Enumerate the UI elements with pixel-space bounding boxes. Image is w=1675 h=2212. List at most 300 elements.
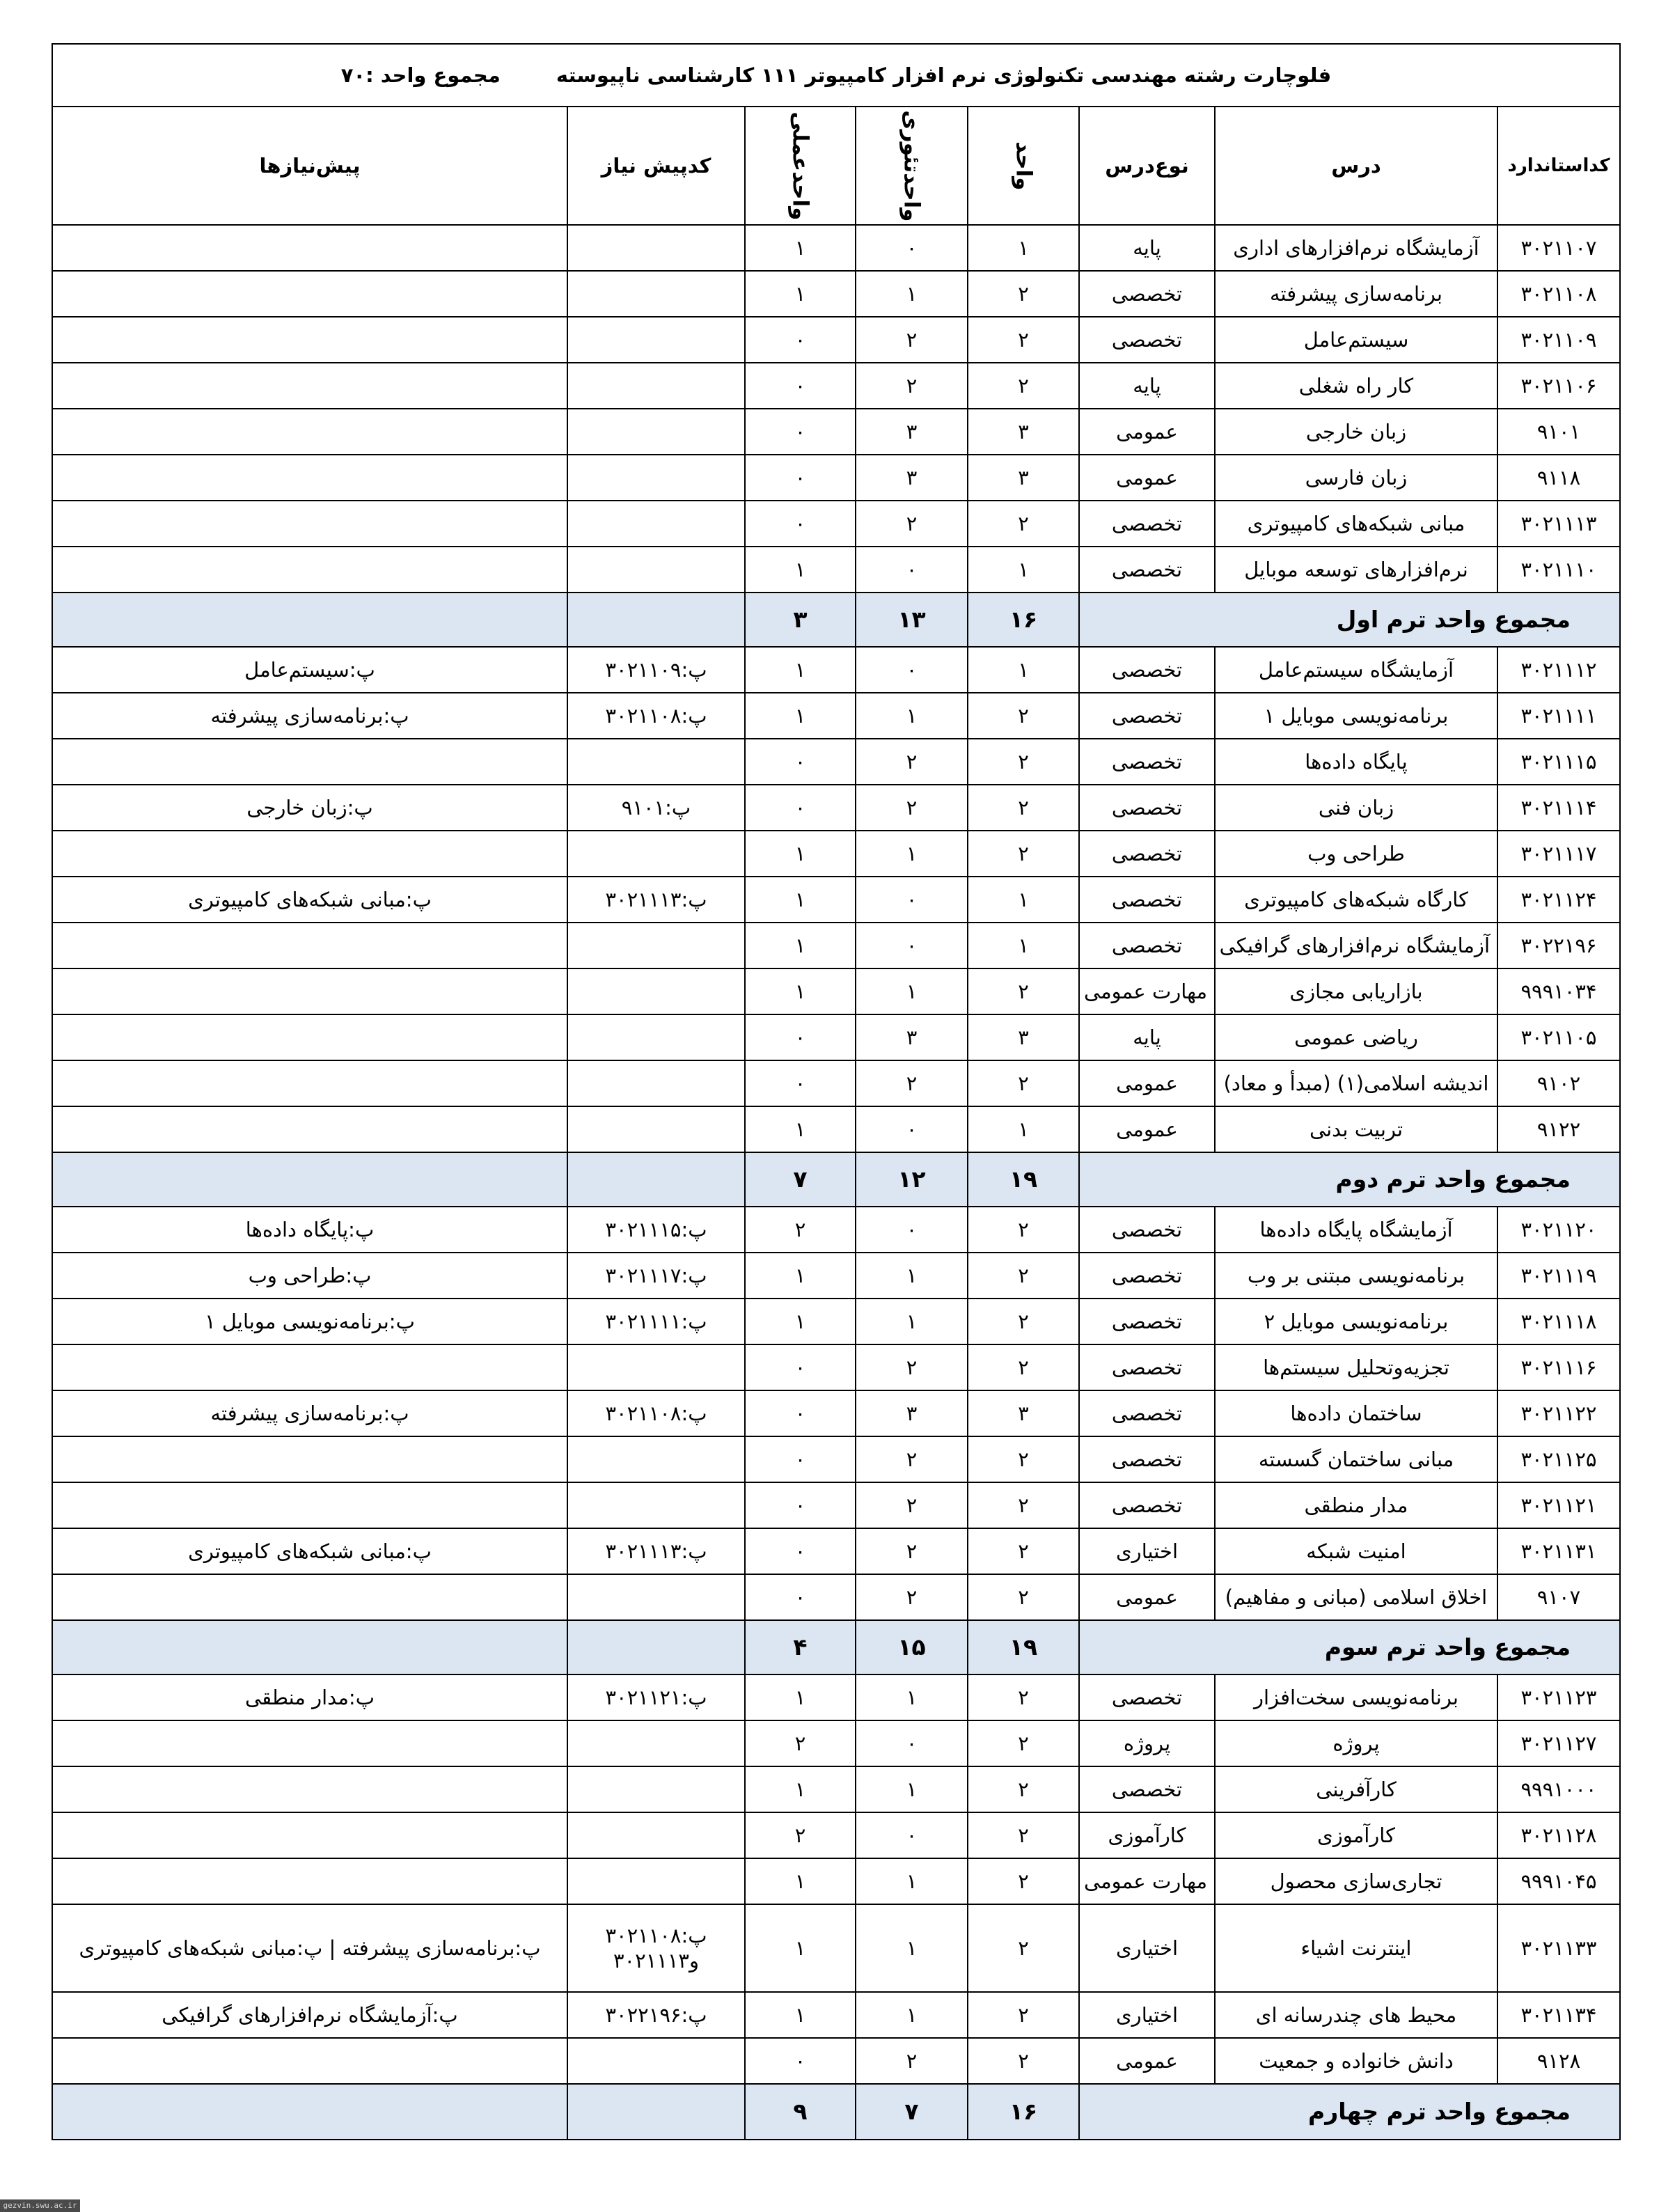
header-theory bbox=[856, 107, 968, 225]
course-row bbox=[52, 1528, 1620, 1574]
header-row bbox=[52, 107, 1620, 225]
prereq-cell: پ:زبان خارجی bbox=[52, 785, 567, 831]
code-cell: ۳۰۲۱۱۰۸ bbox=[1497, 271, 1620, 317]
header-prereq-code: کدپیش نیاز bbox=[567, 107, 745, 225]
prereq-code-cell: پ:۳۰۲۱۱۱۱ bbox=[567, 1299, 745, 1344]
course-row bbox=[52, 1014, 1620, 1060]
units-cell: ۲ bbox=[968, 1060, 1079, 1106]
theory-cell: ۱ bbox=[856, 968, 968, 1014]
term-summary-label: مجموع واحد ترم اول bbox=[1079, 593, 1620, 647]
code-cell: ۳۰۲۱۱۱۱ bbox=[1497, 693, 1620, 739]
prereq-code-cell: پ:۳۰۲۱۱۱۳ bbox=[567, 877, 745, 923]
prereq-cell bbox=[52, 363, 567, 409]
course-row bbox=[52, 739, 1620, 785]
practical-cell: ۱ bbox=[745, 1253, 856, 1299]
units-cell: ۲ bbox=[968, 1674, 1079, 1720]
code-cell: ۳۰۲۱۱۱۳ bbox=[1497, 501, 1620, 547]
units-cell: ۲ bbox=[968, 1207, 1079, 1253]
prereq-cell bbox=[52, 1014, 567, 1060]
theory-cell: ۱ bbox=[856, 271, 968, 317]
prereq-cell bbox=[52, 1720, 567, 1766]
course-name-cell: تربیت بدنی bbox=[1215, 1106, 1497, 1152]
course-row bbox=[52, 693, 1620, 739]
course-row bbox=[52, 1766, 1620, 1812]
header-code: کداستاندارد bbox=[1497, 107, 1620, 225]
prereq-code-cell bbox=[567, 1812, 745, 1858]
course-type-cell: اختیاری bbox=[1079, 1992, 1215, 2038]
course-type-cell: تخصصی bbox=[1079, 1766, 1215, 1812]
code-cell: ۳۰۲۱۱۰۷ bbox=[1497, 225, 1620, 271]
header-theory-label: واحدتئوری bbox=[899, 109, 925, 222]
course-row bbox=[52, 1482, 1620, 1528]
course-name-cell: آزمایشگاه نرم‌افزارهای اداری bbox=[1215, 225, 1497, 271]
code-cell: ۳۰۲۲۱۹۶ bbox=[1497, 923, 1620, 968]
course-name-cell: آزمایشگاه نرم‌افزارهای گرافیکی bbox=[1215, 923, 1497, 968]
course-row bbox=[52, 1436, 1620, 1482]
theory-cell: ۱ bbox=[856, 693, 968, 739]
term-total-practical: ۴ bbox=[745, 1620, 856, 1674]
term-total-units: ۱۶ bbox=[968, 593, 1079, 647]
practical-cell: ۰ bbox=[745, 785, 856, 831]
prereq-code-cell bbox=[567, 1060, 745, 1106]
prereq-code-cell bbox=[567, 501, 745, 547]
course-row bbox=[52, 923, 1620, 968]
units-cell: ۲ bbox=[968, 1528, 1079, 1574]
course-row bbox=[52, 455, 1620, 501]
practical-cell: ۰ bbox=[745, 739, 856, 785]
units-cell: ۲ bbox=[968, 785, 1079, 831]
course-type-cell: پروژه bbox=[1079, 1720, 1215, 1766]
theory-cell: ۲ bbox=[856, 785, 968, 831]
theory-cell: ۲ bbox=[856, 1482, 968, 1528]
prereq-code-cell bbox=[567, 363, 745, 409]
course-row bbox=[52, 1207, 1620, 1253]
practical-cell: ۰ bbox=[745, 1390, 856, 1436]
theory-cell: ۰ bbox=[856, 1207, 968, 1253]
prereq-code-cell bbox=[567, 409, 745, 455]
course-type-cell: تخصصی bbox=[1079, 1436, 1215, 1482]
units-cell: ۲ bbox=[968, 1482, 1079, 1528]
units-cell: ۲ bbox=[968, 1992, 1079, 2038]
prereq-code-cell bbox=[567, 317, 745, 363]
theory-cell: ۲ bbox=[856, 2038, 968, 2084]
code-cell: ۳۰۲۱۱۱۰ bbox=[1497, 547, 1620, 593]
course-type-cell: تخصصی bbox=[1079, 547, 1215, 593]
course-name-cell: برنامه‌نویسی موبایل ۲ bbox=[1215, 1299, 1497, 1344]
term-summary-empty bbox=[52, 1620, 567, 1674]
course-name-cell: امنیت شبکه bbox=[1215, 1528, 1497, 1574]
theory-cell: ۱ bbox=[856, 1992, 968, 2038]
course-row bbox=[52, 1344, 1620, 1390]
course-name-cell: اندیشه اسلامی(۱) (مبدأ و معاد) bbox=[1215, 1060, 1497, 1106]
course-type-cell: تخصصی bbox=[1079, 1344, 1215, 1390]
prereq-cell bbox=[52, 1060, 567, 1106]
units-cell: ۲ bbox=[968, 317, 1079, 363]
prereq-code-cell: پ:۳۰۲۲۱۹۶ bbox=[567, 1992, 745, 2038]
course-type-cell: تخصصی bbox=[1079, 1674, 1215, 1720]
course-row bbox=[52, 547, 1620, 593]
units-cell: ۲ bbox=[968, 1858, 1079, 1904]
course-row bbox=[52, 1812, 1620, 1858]
units-cell: ۱ bbox=[968, 647, 1079, 693]
prereq-code-cell bbox=[567, 1766, 745, 1812]
prereq-cell bbox=[52, 1344, 567, 1390]
prereq-cell bbox=[52, 455, 567, 501]
practical-cell: ۰ bbox=[745, 363, 856, 409]
theory-cell: ۳ bbox=[856, 409, 968, 455]
course-row bbox=[52, 225, 1620, 271]
code-cell: ۳۰۲۱۱۱۲ bbox=[1497, 647, 1620, 693]
prereq-cell bbox=[52, 317, 567, 363]
prereq-cell: پ:آزمایشگاه نرم‌افزارهای گرافیکی bbox=[52, 1992, 567, 2038]
term-total-theory: ۱۵ bbox=[856, 1620, 968, 1674]
units-cell: ۱ bbox=[968, 877, 1079, 923]
prereq-code-cell: پ:۹۱۰۱ bbox=[567, 785, 745, 831]
term-summary-empty bbox=[52, 2084, 567, 2140]
code-cell: ۹۱۱۸ bbox=[1497, 455, 1620, 501]
units-cell: ۳ bbox=[968, 455, 1079, 501]
theory-cell: ۲ bbox=[856, 1060, 968, 1106]
term-summary-label: مجموع واحد ترم سوم bbox=[1079, 1620, 1620, 1674]
theory-cell: ۰ bbox=[856, 225, 968, 271]
term-total-practical: ۷ bbox=[745, 1152, 856, 1207]
course-name-cell: مبانی ساختمان گسسته bbox=[1215, 1436, 1497, 1482]
course-row bbox=[52, 271, 1620, 317]
theory-cell: ۱ bbox=[856, 1858, 968, 1904]
course-name-cell: ریاضی عمومی bbox=[1215, 1014, 1497, 1060]
theory-cell: ۲ bbox=[856, 739, 968, 785]
header-practical bbox=[745, 107, 856, 225]
practical-cell: ۰ bbox=[745, 1344, 856, 1390]
prereq-cell: پ:مبانی شبکه‌های کامپیوتری bbox=[52, 1528, 567, 1574]
practical-cell: ۰ bbox=[745, 1574, 856, 1620]
prereq-code-cell bbox=[567, 547, 745, 593]
term-total-theory: ۱۳ bbox=[856, 593, 968, 647]
practical-cell: ۱ bbox=[745, 877, 856, 923]
course-name-cell: برنامه‌نویسی سخت‌افزار bbox=[1215, 1674, 1497, 1720]
practical-cell: ۰ bbox=[745, 317, 856, 363]
prereq-cell: پ:پایگاه داده‌ها bbox=[52, 1207, 567, 1253]
theory-cell: ۳ bbox=[856, 455, 968, 501]
prereq-cell bbox=[52, 1574, 567, 1620]
practical-cell: ۰ bbox=[745, 1528, 856, 1574]
code-cell: ۳۰۲۱۱۲۰ bbox=[1497, 1207, 1620, 1253]
prereq-cell bbox=[52, 2038, 567, 2084]
course-type-cell: عمومی bbox=[1079, 2038, 1215, 2084]
theory-cell: ۰ bbox=[856, 547, 968, 593]
prereq-code-cell bbox=[567, 739, 745, 785]
course-name-cell: کار راه شغلی bbox=[1215, 363, 1497, 409]
practical-cell: ۱ bbox=[745, 831, 856, 877]
code-cell: ۳۰۲۱۱۱۶ bbox=[1497, 1344, 1620, 1390]
prereq-code-cell: پ:۳۰۲۱۱۱۵ bbox=[567, 1207, 745, 1253]
prereq-code-cell bbox=[567, 1482, 745, 1528]
practical-cell: ۱ bbox=[745, 968, 856, 1014]
prereq-code-cell bbox=[567, 1436, 745, 1482]
prereq-cell bbox=[52, 739, 567, 785]
practical-cell: ۱ bbox=[745, 693, 856, 739]
units-cell: ۲ bbox=[968, 1344, 1079, 1390]
prereq-cell bbox=[52, 923, 567, 968]
header-units bbox=[968, 107, 1079, 225]
course-name-cell: برنامه‌نویسی مبتنی بر وب bbox=[1215, 1253, 1497, 1299]
theory-cell: ۳ bbox=[856, 1014, 968, 1060]
course-name-cell: اخلاق اسلامی (مبانی و مفاهیم) bbox=[1215, 1574, 1497, 1620]
code-cell: ۳۰۲۱۱۲۵ bbox=[1497, 1436, 1620, 1482]
course-row bbox=[52, 1574, 1620, 1620]
course-name-cell: نرم‌افزارهای توسعه موبایل bbox=[1215, 547, 1497, 593]
units-cell: ۲ bbox=[968, 1720, 1079, 1766]
prereq-code-cell: پ:۳۰۲۱۱۱۳ bbox=[567, 1528, 745, 1574]
units-cell: ۲ bbox=[968, 1904, 1079, 1992]
course-type-cell: اختیاری bbox=[1079, 1528, 1215, 1574]
prereq-code-cell bbox=[567, 455, 745, 501]
course-name-cell: تجاری‌سازی محصول bbox=[1215, 1858, 1497, 1904]
course-type-cell: تخصصی bbox=[1079, 271, 1215, 317]
theory-cell: ۲ bbox=[856, 501, 968, 547]
term-summary-row bbox=[52, 593, 1620, 647]
code-cell: ۳۰۲۱۱۰۶ bbox=[1497, 363, 1620, 409]
units-cell: ۲ bbox=[968, 1574, 1079, 1620]
course-type-cell: کارآموزی bbox=[1079, 1812, 1215, 1858]
prereq-cell: پ:مبانی شبکه‌های کامپیوتری bbox=[52, 877, 567, 923]
term-summary-empty bbox=[567, 1152, 745, 1207]
course-name-cell: پروژه bbox=[1215, 1720, 1497, 1766]
prereq-code-cell: پ:۳۰۲۱۱۰۸ bbox=[567, 693, 745, 739]
course-type-cell: تخصصی bbox=[1079, 1207, 1215, 1253]
practical-cell: ۱ bbox=[745, 1904, 856, 1992]
term-total-units: ۱۶ bbox=[968, 2084, 1079, 2140]
units-cell: ۲ bbox=[968, 1299, 1079, 1344]
term-summary-empty bbox=[567, 593, 745, 647]
course-type-cell: تخصصی bbox=[1079, 1253, 1215, 1299]
theory-cell: ۱ bbox=[856, 1904, 968, 1992]
code-cell: ۹۹۹۱۰۳۴ bbox=[1497, 968, 1620, 1014]
course-row bbox=[52, 363, 1620, 409]
course-type-cell: تخصصی bbox=[1079, 923, 1215, 968]
code-cell: ۳۰۲۱۱۲۲ bbox=[1497, 1390, 1620, 1436]
theory-cell: ۱ bbox=[856, 1253, 968, 1299]
units-cell: ۲ bbox=[968, 363, 1079, 409]
units-cell: ۲ bbox=[968, 501, 1079, 547]
practical-cell: ۱ bbox=[745, 1766, 856, 1812]
units-cell: ۲ bbox=[968, 2038, 1079, 2084]
title-row bbox=[52, 44, 1620, 107]
code-cell: ۳۰۲۱۱۰۹ bbox=[1497, 317, 1620, 363]
code-cell: ۹۱۲۸ bbox=[1497, 2038, 1620, 2084]
course-row bbox=[52, 1106, 1620, 1152]
units-cell: ۲ bbox=[968, 831, 1079, 877]
course-row bbox=[52, 1720, 1620, 1766]
prereq-cell: پ:برنامه‌سازی پیشرفته bbox=[52, 1390, 567, 1436]
prereq-code-cell: پ:۳۰۲۱۱۰۸ و۳۰۲۱۱۱۳ bbox=[567, 1904, 745, 1992]
header-units-label: واحد bbox=[1011, 141, 1037, 191]
course-type-cell: پایه bbox=[1079, 1014, 1215, 1060]
prereq-code-cell bbox=[567, 271, 745, 317]
term-total-theory: ۱۲ bbox=[856, 1152, 968, 1207]
practical-cell: ۲ bbox=[745, 1720, 856, 1766]
course-name-cell: کارآموزی bbox=[1215, 1812, 1497, 1858]
course-name-cell: طراحی وب bbox=[1215, 831, 1497, 877]
prereq-cell bbox=[52, 547, 567, 593]
course-name-cell: محیط های چندرسانه ای bbox=[1215, 1992, 1497, 2038]
course-type-cell: تخصصی bbox=[1079, 1482, 1215, 1528]
code-cell: ۳۰۲۱۱۱۹ bbox=[1497, 1253, 1620, 1299]
prereq-cell: پ:سیستم‌عامل bbox=[52, 647, 567, 693]
course-type-cell: عمومی bbox=[1079, 1574, 1215, 1620]
course-type-cell: تخصصی bbox=[1079, 739, 1215, 785]
course-name-cell: مبانی شبکه‌های کامپیوتری bbox=[1215, 501, 1497, 547]
term-total-units: ۱۹ bbox=[968, 1152, 1079, 1207]
course-row bbox=[52, 1992, 1620, 2038]
units-cell: ۱ bbox=[968, 547, 1079, 593]
page-title: فلوچارت رشته مهندسی تکنولوژی نرم افزار کامپیوتر ۱۱۱ کارشناسی ناپیوسته bbox=[556, 63, 1332, 87]
code-cell: ۳۰۲۱۱۱۷ bbox=[1497, 831, 1620, 877]
course-type-cell: تخصصی bbox=[1079, 501, 1215, 547]
theory-cell: ۱ bbox=[856, 1299, 968, 1344]
theory-cell: ۰ bbox=[856, 923, 968, 968]
term-summary-empty bbox=[567, 1620, 745, 1674]
code-cell: ۳۰۲۱۱۱۸ bbox=[1497, 1299, 1620, 1344]
prereq-cell bbox=[52, 831, 567, 877]
course-type-cell: تخصصی bbox=[1079, 317, 1215, 363]
course-row bbox=[52, 317, 1620, 363]
prereq-cell bbox=[52, 501, 567, 547]
theory-cell: ۰ bbox=[856, 1106, 968, 1152]
units-cell: ۲ bbox=[968, 1436, 1079, 1482]
practical-cell: ۱ bbox=[745, 1992, 856, 2038]
course-row bbox=[52, 1299, 1620, 1344]
course-type-cell: تخصصی bbox=[1079, 647, 1215, 693]
practical-cell: ۰ bbox=[745, 1060, 856, 1106]
course-name-cell: اینترنت اشیاء bbox=[1215, 1904, 1497, 1992]
code-cell: ۳۰۲۱۱۳۴ bbox=[1497, 1992, 1620, 2038]
prereq-cell bbox=[52, 1812, 567, 1858]
code-cell: ۳۰۲۱۱۲۸ bbox=[1497, 1812, 1620, 1858]
theory-cell: ۰ bbox=[856, 647, 968, 693]
prereq-code-cell: پ:۳۰۲۱۱۰۸ bbox=[567, 1390, 745, 1436]
code-cell: ۳۰۲۱۱۰۵ bbox=[1497, 1014, 1620, 1060]
course-type-cell: مهارت عمومی bbox=[1079, 1858, 1215, 1904]
prereq-cell: پ:مدار منطقی bbox=[52, 1674, 567, 1720]
course-name-cell: آزمایشگاه پایگاه داده‌ها bbox=[1215, 1207, 1497, 1253]
theory-cell: ۰ bbox=[856, 1812, 968, 1858]
prereq-cell: پ:برنامه‌نویسی موبایل ۱ bbox=[52, 1299, 567, 1344]
prereq-code-cell bbox=[567, 968, 745, 1014]
prereq-code-cell bbox=[567, 1858, 745, 1904]
course-type-cell: تخصصی bbox=[1079, 785, 1215, 831]
prereq-cell bbox=[52, 1106, 567, 1152]
units-cell: ۳ bbox=[968, 1390, 1079, 1436]
course-row bbox=[52, 968, 1620, 1014]
practical-cell: ۱ bbox=[745, 1299, 856, 1344]
practical-cell: ۰ bbox=[745, 409, 856, 455]
course-type-cell: تخصصی bbox=[1079, 831, 1215, 877]
practical-cell: ۰ bbox=[745, 501, 856, 547]
practical-cell: ۱ bbox=[745, 1674, 856, 1720]
course-row bbox=[52, 785, 1620, 831]
units-cell: ۲ bbox=[968, 1812, 1079, 1858]
course-name-cell: برنامه‌سازی پیشرفته bbox=[1215, 271, 1497, 317]
theory-cell: ۲ bbox=[856, 1574, 968, 1620]
course-name-cell: مدار منطقی bbox=[1215, 1482, 1497, 1528]
practical-cell: ۱ bbox=[745, 1858, 856, 1904]
course-row bbox=[52, 501, 1620, 547]
units-cell: ۲ bbox=[968, 739, 1079, 785]
course-row bbox=[52, 877, 1620, 923]
course-type-cell: عمومی bbox=[1079, 409, 1215, 455]
units-cell: ۳ bbox=[968, 409, 1079, 455]
prereq-cell bbox=[52, 225, 567, 271]
code-cell: ۹۱۰۱ bbox=[1497, 409, 1620, 455]
term-summary-empty bbox=[52, 1152, 567, 1207]
course-row bbox=[52, 647, 1620, 693]
course-name-cell: کارگاه شبکه‌های کامپیوتری bbox=[1215, 877, 1497, 923]
course-name-cell: دانش خانواده و جمعیت bbox=[1215, 2038, 1497, 2084]
course-row bbox=[52, 831, 1620, 877]
prereq-code-cell bbox=[567, 1574, 745, 1620]
course-name-cell: بازاریابی مجازی bbox=[1215, 968, 1497, 1014]
prereq-cell: پ:برنامه‌سازی پیشرفته bbox=[52, 693, 567, 739]
theory-cell: ۲ bbox=[856, 1436, 968, 1482]
title-cell bbox=[52, 44, 1620, 107]
prereq-code-cell bbox=[567, 831, 745, 877]
code-cell: ۹۹۹۱۰۰۰ bbox=[1497, 1766, 1620, 1812]
practical-cell: ۱ bbox=[745, 1106, 856, 1152]
course-name-cell: برنامه‌نویسی موبایل ۱ bbox=[1215, 693, 1497, 739]
course-row bbox=[52, 1904, 1620, 1992]
term-total-practical: ۹ bbox=[745, 2084, 856, 2140]
course-row bbox=[52, 409, 1620, 455]
course-name-cell: پایگاه داده‌ها bbox=[1215, 739, 1497, 785]
theory-cell: ۱ bbox=[856, 1766, 968, 1812]
practical-cell: ۱ bbox=[745, 271, 856, 317]
practical-cell: ۱ bbox=[745, 923, 856, 968]
header-practical-label: واحدعملی bbox=[787, 111, 813, 221]
course-name-cell: زبان فارسی bbox=[1215, 455, 1497, 501]
term-total-units: ۱۹ bbox=[968, 1620, 1079, 1674]
theory-cell: ۲ bbox=[856, 363, 968, 409]
units-cell: ۱ bbox=[968, 923, 1079, 968]
course-type-cell: پایه bbox=[1079, 363, 1215, 409]
course-name-cell: آزمایشگاه سیستم‌عامل bbox=[1215, 647, 1497, 693]
footer-watermark: gezvin.swu.ac.ir bbox=[0, 2199, 80, 2212]
prereq-cell bbox=[52, 1858, 567, 1904]
units-cell: ۲ bbox=[968, 693, 1079, 739]
practical-cell: ۲ bbox=[745, 1812, 856, 1858]
prereq-cell bbox=[52, 1482, 567, 1528]
prereq-code-cell bbox=[567, 1344, 745, 1390]
course-type-cell: مهارت عمومی bbox=[1079, 968, 1215, 1014]
prereq-cell bbox=[52, 968, 567, 1014]
course-type-cell: پایه bbox=[1079, 225, 1215, 271]
practical-cell: ۱ bbox=[745, 225, 856, 271]
code-cell: ۹۱۰۲ bbox=[1497, 1060, 1620, 1106]
units-cell: ۲ bbox=[968, 1253, 1079, 1299]
flowchart-table bbox=[52, 43, 1621, 2140]
prereq-cell: پ:طراحی وب bbox=[52, 1253, 567, 1299]
course-row bbox=[52, 1253, 1620, 1299]
code-cell: ۳۰۲۱۱۲۳ bbox=[1497, 1674, 1620, 1720]
term-summary-label: مجموع واحد ترم چهارم bbox=[1079, 2084, 1620, 2140]
course-type-cell: عمومی bbox=[1079, 1060, 1215, 1106]
code-cell: ۳۰۲۱۱۱۴ bbox=[1497, 785, 1620, 831]
practical-cell: ۰ bbox=[745, 455, 856, 501]
course-name-cell: سیستم‌عامل bbox=[1215, 317, 1497, 363]
term-total-practical: ۳ bbox=[745, 593, 856, 647]
code-cell: ۳۰۲۱۱۲۷ bbox=[1497, 1720, 1620, 1766]
course-type-cell: تخصصی bbox=[1079, 1299, 1215, 1344]
